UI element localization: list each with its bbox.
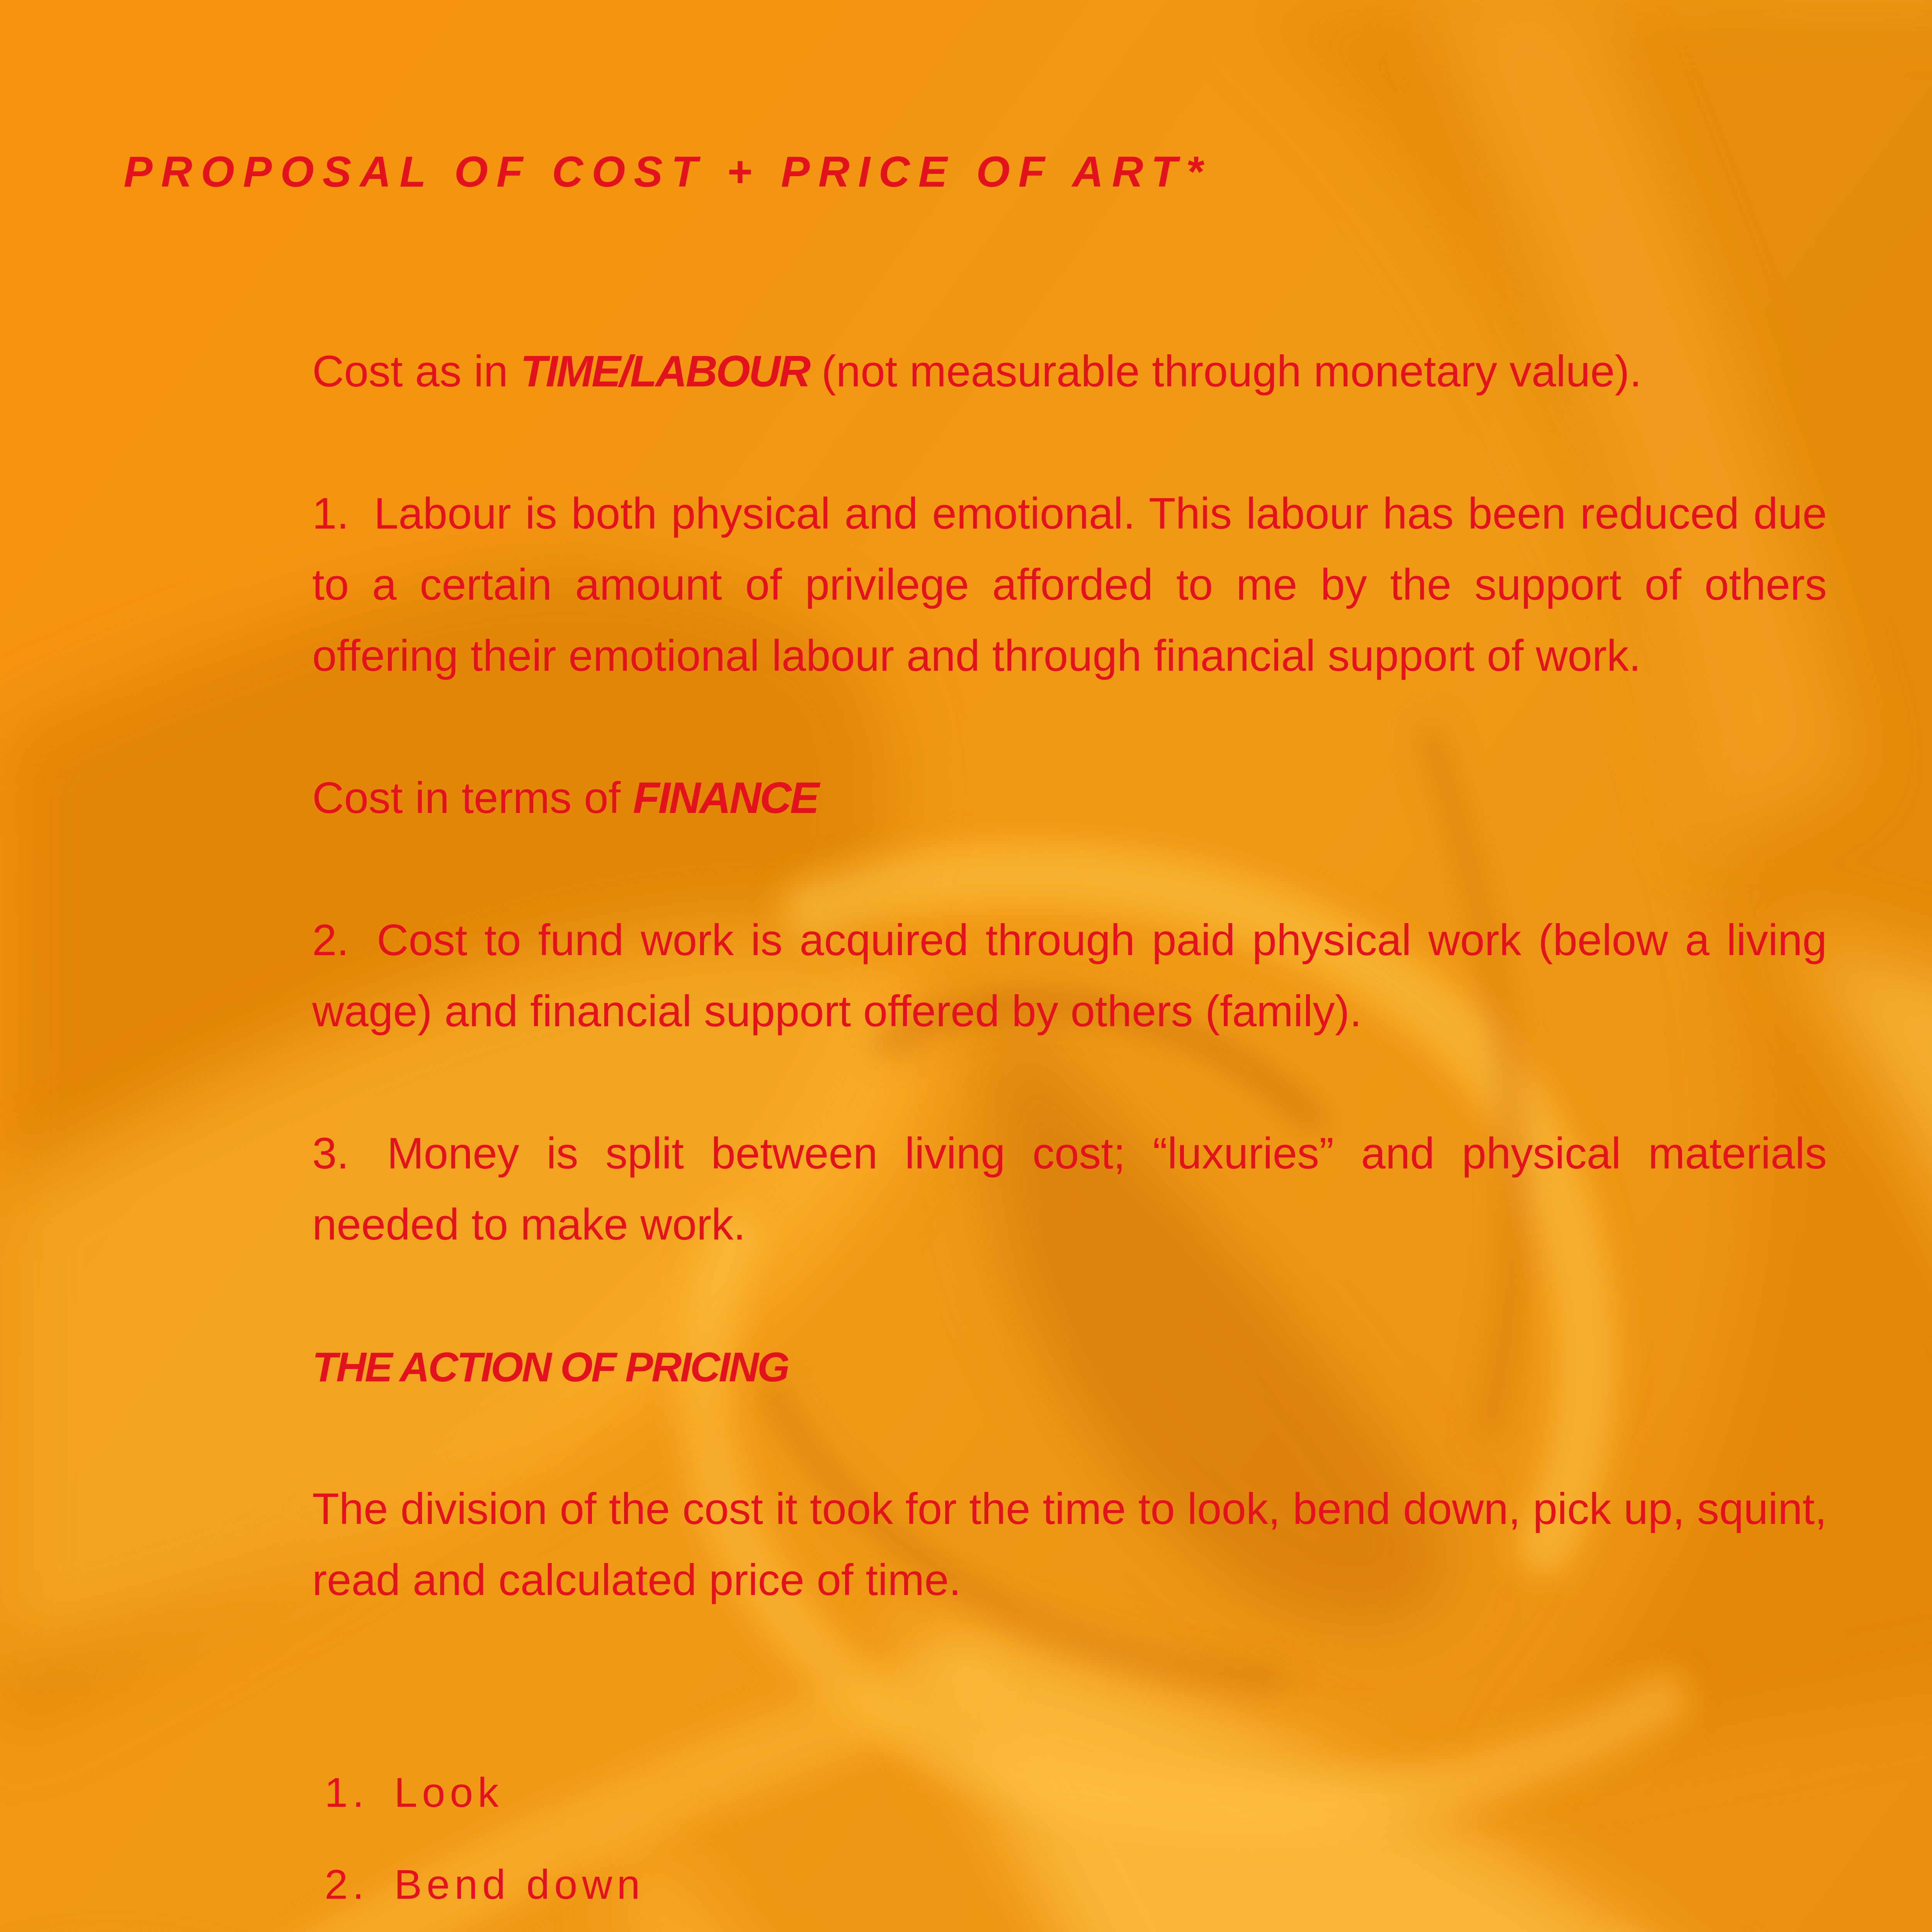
finance-heading-emphasis: FINANCE bbox=[633, 774, 818, 823]
document-body bbox=[312, 336, 1827, 1687]
step-label: Look bbox=[394, 1769, 503, 1816]
finance-heading-pre: Cost in terms of bbox=[312, 774, 633, 823]
step-label: Bend down bbox=[394, 1861, 645, 1908]
pricing-steps-list bbox=[325, 1747, 1184, 1932]
pricing-paragraph: The division of the cost it took for the time to look, bend down, pick up, squint, read and calculated price of time. bbox=[312, 1474, 1827, 1616]
point-3-number: 3. bbox=[312, 1129, 349, 1178]
list-item bbox=[325, 1930, 1184, 1932]
point-3-text: Money is split between living cost; “luxuries” and physical materials needed to make work. bbox=[312, 1129, 1827, 1249]
step-number: 1. bbox=[325, 1747, 394, 1838]
intro-paragraph bbox=[312, 336, 1827, 407]
finance-heading bbox=[312, 763, 1827, 834]
pricing-heading: THE ACTION OF PRICING bbox=[312, 1332, 1827, 1403]
intro-text-pre: Cost as in bbox=[312, 347, 520, 396]
point-1-number: 1. bbox=[312, 489, 349, 538]
point-3-paragraph bbox=[312, 1118, 1827, 1260]
step-number bbox=[325, 1930, 394, 1932]
document-title: PROPOSAL OF COST + PRICE OF ART* bbox=[124, 143, 1211, 201]
point-2-number: 2. bbox=[312, 916, 349, 965]
point-2-paragraph bbox=[312, 905, 1827, 1047]
intro-text-post: (not measurable through monetary value). bbox=[809, 347, 1641, 396]
list-item bbox=[325, 1838, 1184, 1930]
point-1-paragraph bbox=[312, 478, 1827, 692]
intro-emphasis: TIME/LABOUR bbox=[520, 347, 810, 396]
point-2-text: Cost to fund work is acquired through paid physical work (below a living wage) and financial support offered by others (family). bbox=[312, 916, 1827, 1036]
point-1-text: Labour is both physical and emotional. This labour has been reduced due to a certain amount of privilege afforded to me by the support of others offering their emotional labour and through financial support of work. bbox=[312, 489, 1827, 680]
list-item bbox=[325, 1747, 1184, 1838]
step-number: 2. bbox=[325, 1838, 394, 1930]
